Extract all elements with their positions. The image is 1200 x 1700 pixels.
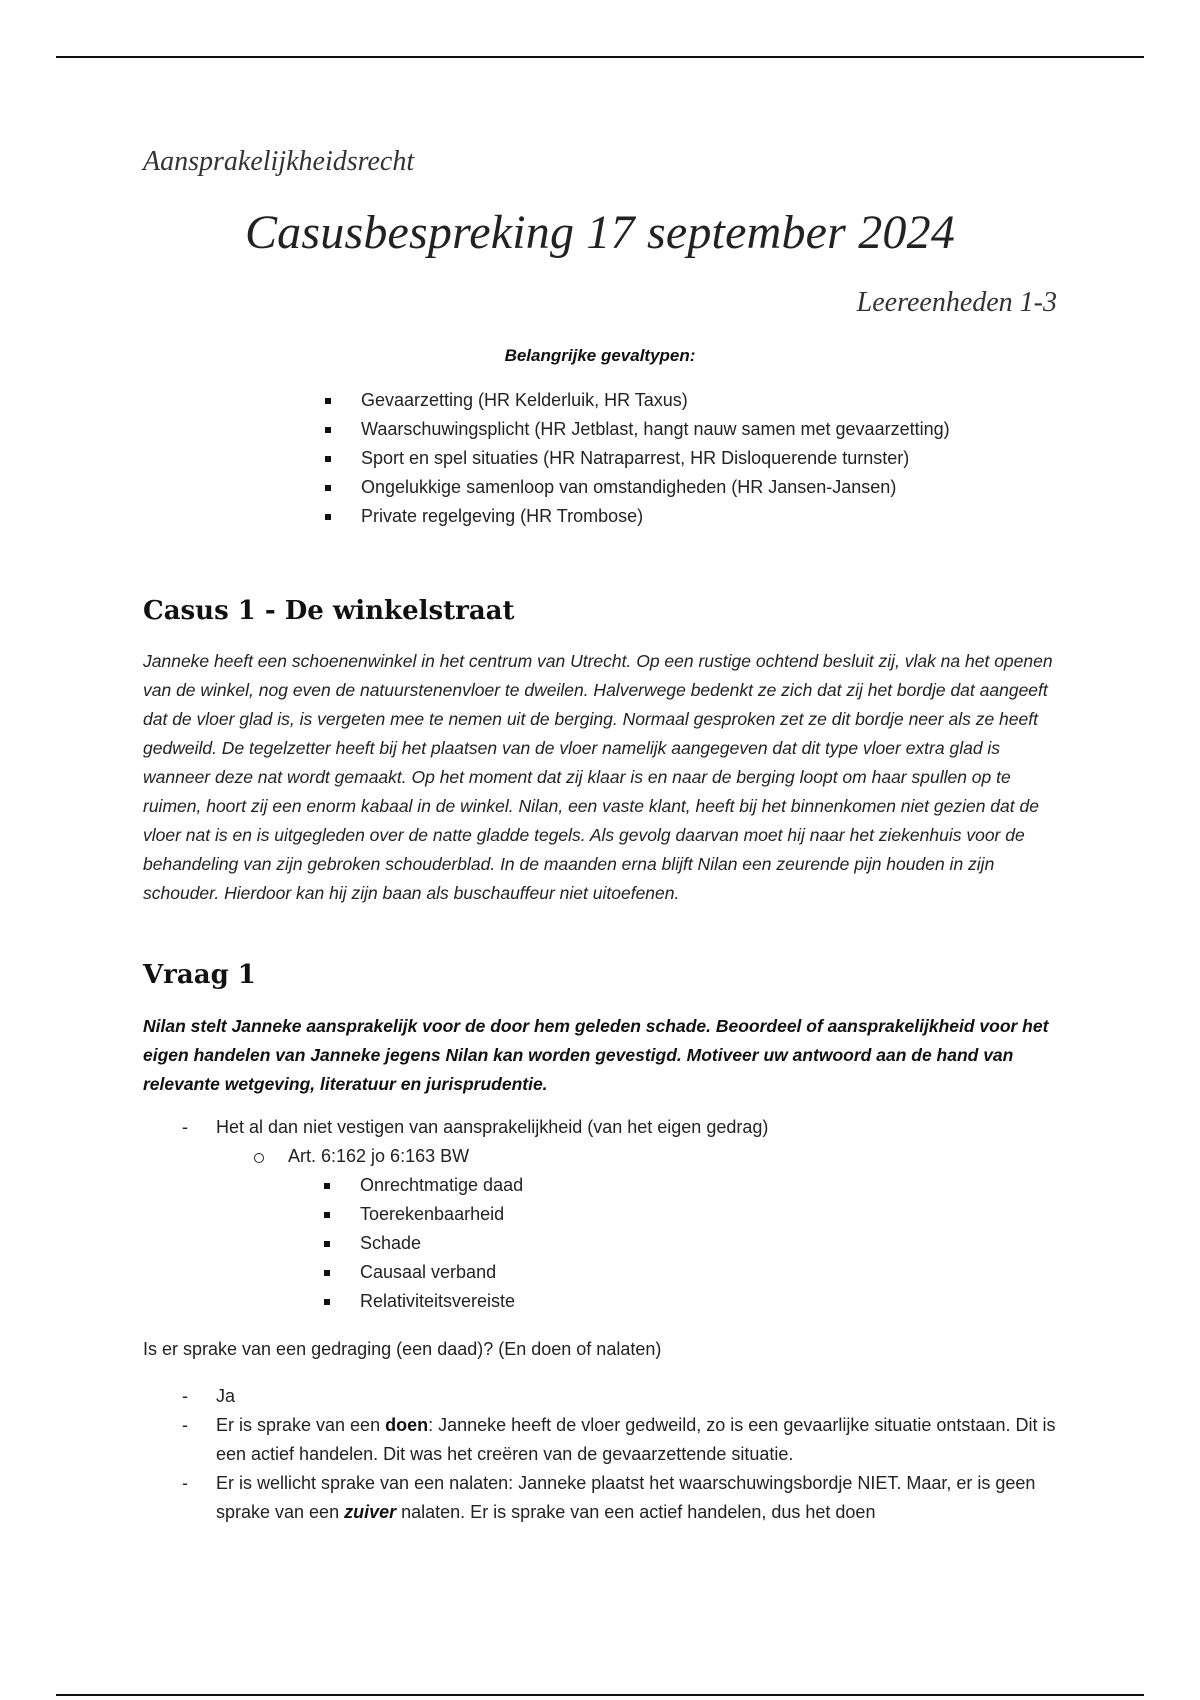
- course-subject: Aansprakelijkheidsrecht: [143, 146, 415, 177]
- requirements-list: [288, 1171, 1066, 1316]
- answer-point: Het al dan niet vestigen van aansprakelijkheid (van het eigen gedrag): [216, 1117, 769, 1137]
- conduct-question: Is er sprake van een gedraging (een daad)? (En doen of nalaten): [143, 1339, 662, 1359]
- case-heading: Casus 1 - De winkelstraat: [143, 596, 515, 626]
- list-item: [216, 1469, 1066, 1527]
- list-item: Toerekenbaarheid: [360, 1200, 1066, 1229]
- list-item: Waarschuwingsplicht (HR Jetblast, hangt nauw samen met gevaarzetting): [361, 415, 950, 444]
- list-item: Causaal verband: [360, 1258, 1066, 1287]
- page-title: Casusbespreking 17 september 2024: [244, 206, 956, 259]
- case-types-heading: Belangrijke gevaltypen:: [504, 346, 696, 365]
- doen-text-after: : Janneke heeft de vloer gedweild, zo is een gevaarlijke situatie ontstaan. Dit is een actief handelen. Dit was het creëren van de gevaarzettende situatie.: [216, 1415, 1056, 1464]
- list-item: Relativiteitsvereiste: [360, 1287, 1066, 1316]
- list-item: Gevaarzetting (HR Kelderluik, HR Taxus): [361, 386, 950, 415]
- answer-outline: [216, 1113, 1066, 1316]
- list-item: - Ja: [216, 1382, 1066, 1411]
- doen-text-before: Er is sprake van een: [216, 1415, 386, 1435]
- list-item: [288, 1142, 1066, 1316]
- list-item: [216, 1113, 1066, 1316]
- study-units: Leereenheden 1-3: [856, 287, 1057, 318]
- list-item: Ongelukkige samenloop van omstandigheden (HR Jansen-Jansen): [361, 473, 950, 502]
- nalaten-text-before: Er is wellicht sprake van een nalaten: Janneke plaatst het waarschuwingsbordje NIET. Maar, er is geen sprake van een: [216, 1473, 1036, 1522]
- conduct-answers: [216, 1382, 1066, 1527]
- list-item: Schade: [360, 1229, 1066, 1258]
- top-rule: [56, 56, 1144, 58]
- case-text: Janneke heeft een schoenenwinkel in het centrum van Utrecht. Op een rustige ochtend besluit zij, vlak na het openen van de winkel, nog even de natuurstenenvloer te dweilen. Halverwege bedenkt ze zich dat zij het bordje dat aangeeft dat de vloer glad is, is vergeten mee te nemen uit de berging. Normaal gesproken zet ze dit bordje neer als ze heeft gedweild. De tegelzetter heeft bij het plaatsen van de vloer namelijk aangegeven dat dit type vloer extra glad is wanneer deze nat wordt gemaakt. Op het moment dat zij klaar is en naar de berging loopt om haar spullen op te ruimen, hoort zij een enorm kabaal in de winkel. Nilan, een vaste klant, heeft bij het binnenkomen niet gezien dat de vloer nat is en is uitgegleden over de natte gladde tegels. Als gevolg daarvan moet hij naar het ziekenhuis voor de behandeling van zijn gebroken schouderblad. In de maanden erna blijft Nilan een zeurende pijn houden in zijn schouder. Hierdoor kan hij zijn baan als buschauffeur niet uitoefenen.: [143, 651, 1053, 903]
- list-item: Onrechtmatige daad: [360, 1171, 1066, 1200]
- nalaten-emphasis: zuiver: [344, 1502, 397, 1522]
- list-item: Sport en spel situaties (HR Natraparrest, HR Disloquerende turnster): [361, 444, 950, 473]
- article-reference: Art. 6:162 jo 6:163 BW: [288, 1146, 470, 1166]
- article-list: [216, 1142, 1066, 1316]
- bottom-rule: [56, 1694, 1144, 1696]
- question-text: Nilan stelt Janneke aansprakelijk voor de door hem geleden schade. Beoordeel of aansprakelijkheid voor het eigen handelen van Janneke jegens Nilan kan worden gevestigd. Motiveer uw antwoord aan de hand van relevante wetgeving, literatuur en jurisprudentie.: [143, 1016, 1049, 1094]
- question-heading: Vraag 1: [143, 960, 256, 990]
- list-item: [216, 1411, 1066, 1469]
- case-types-list: [361, 386, 950, 531]
- list-item: Private regelgeving (HR Trombose): [361, 502, 950, 531]
- doen-emphasis: doen: [385, 1415, 429, 1435]
- nalaten-text-after: nalaten. Er is sprake van een actief handelen, dus het doen: [396, 1502, 876, 1522]
